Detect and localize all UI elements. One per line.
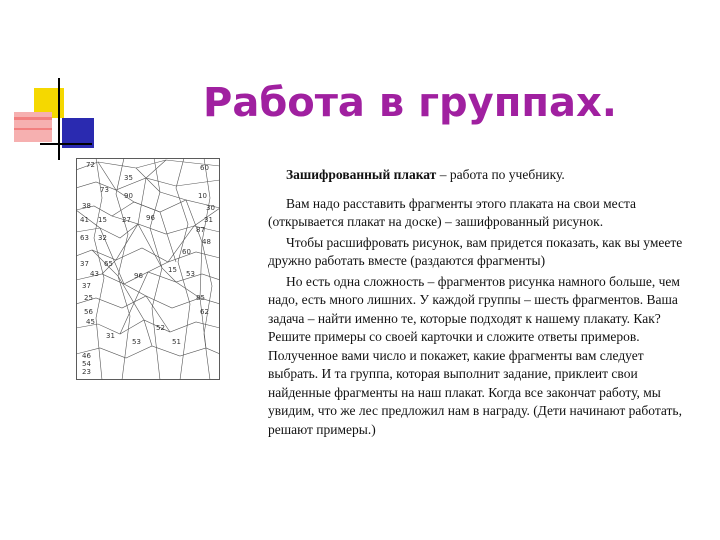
puzzle-label: 87 (196, 226, 205, 234)
puzzle-label: 48 (202, 238, 211, 246)
puzzle-label: 45 (86, 318, 95, 326)
heading-rest: – работа по учебнику. (436, 167, 565, 182)
puzzle-label: 37 (80, 260, 89, 268)
puzzle-label: 53 (186, 270, 195, 278)
puzzle-label: 32 (98, 234, 107, 242)
puzzle-label: 62 (200, 308, 209, 316)
puzzle-label: 30 (206, 204, 215, 212)
puzzle-label: 72 (86, 161, 95, 169)
puzzle-label: 96 (134, 272, 143, 280)
paragraph: Чтобы расшифровать рисунок, вам придется показать, как вы умеете дружно работать вместе (раздаются фрагменты) (268, 234, 683, 268)
puzzle-label: 38 (82, 202, 91, 210)
puzzle-label: 15 (168, 266, 177, 274)
puzzle-label: 60 (182, 248, 191, 256)
page-title: Работа в группах. (203, 80, 617, 126)
puzzle-label: 90 (124, 192, 133, 200)
body-text (268, 166, 696, 441)
decor-pink-bar (14, 117, 52, 120)
puzzle-label: 51 (172, 338, 181, 346)
puzzle-label: 60 (200, 164, 209, 172)
paragraph: Вам надо расставить фрагменты этого плаката на свои места (открывается плакат на доске) – зашифрованный рисунок. (268, 195, 636, 229)
puzzle-label: 96 (146, 214, 155, 222)
puzzle-label: 25 (84, 294, 93, 302)
puzzle-label: 35 (124, 174, 133, 182)
section-heading (268, 166, 696, 185)
puzzle-label: 31 (204, 216, 213, 224)
puzzle-label: 31 (106, 332, 115, 340)
puzzle-label: 43 (90, 270, 99, 278)
paragraph: Но есть одна сложность – фрагментов рисунка намного больше, чем надо, есть много лишних. У каждой группы – шесть фрагментов. Ваша задача – найти именно те, которые подходят к нашему плакату. Как? Решите примеры со своей карточки и сложите ответы примеров. Полученное вами число и покажет, какие фрагменты вам следует выбрать. И та группа, которая выполнит задание, приклеит свои найденные фрагменты на наш плакат. Когда все закончат работу, мы увидим, что же лес предложил нам в награду. (Дети начинают работать, решают примеры.) (268, 273, 682, 437)
puzzle-label: 52 (156, 324, 165, 332)
puzzle-label: 10 (198, 192, 207, 200)
decor-pink-bar-2 (14, 128, 52, 130)
puzzle-label: 54 (82, 360, 91, 368)
puzzle-image (76, 158, 220, 380)
heading-bold: Зашифрованный плакат (286, 167, 437, 182)
decor-vertical-line (58, 78, 60, 160)
puzzle-label: 41 (80, 216, 89, 224)
puzzle-label: 23 (82, 368, 91, 376)
puzzle-label: 53 (132, 338, 141, 346)
puzzle-label: 63 (80, 234, 89, 242)
puzzle-label: 73 (100, 186, 109, 194)
puzzle-label: 46 (82, 352, 91, 360)
decor-horizontal-line (40, 143, 92, 145)
puzzle-label: 27 (122, 216, 131, 224)
puzzle-label: 37 (82, 282, 91, 290)
puzzle-label: 15 (98, 216, 107, 224)
puzzle-label: 85 (196, 294, 205, 302)
puzzle-label: 65 (104, 260, 113, 268)
puzzle-label: 56 (84, 308, 93, 316)
